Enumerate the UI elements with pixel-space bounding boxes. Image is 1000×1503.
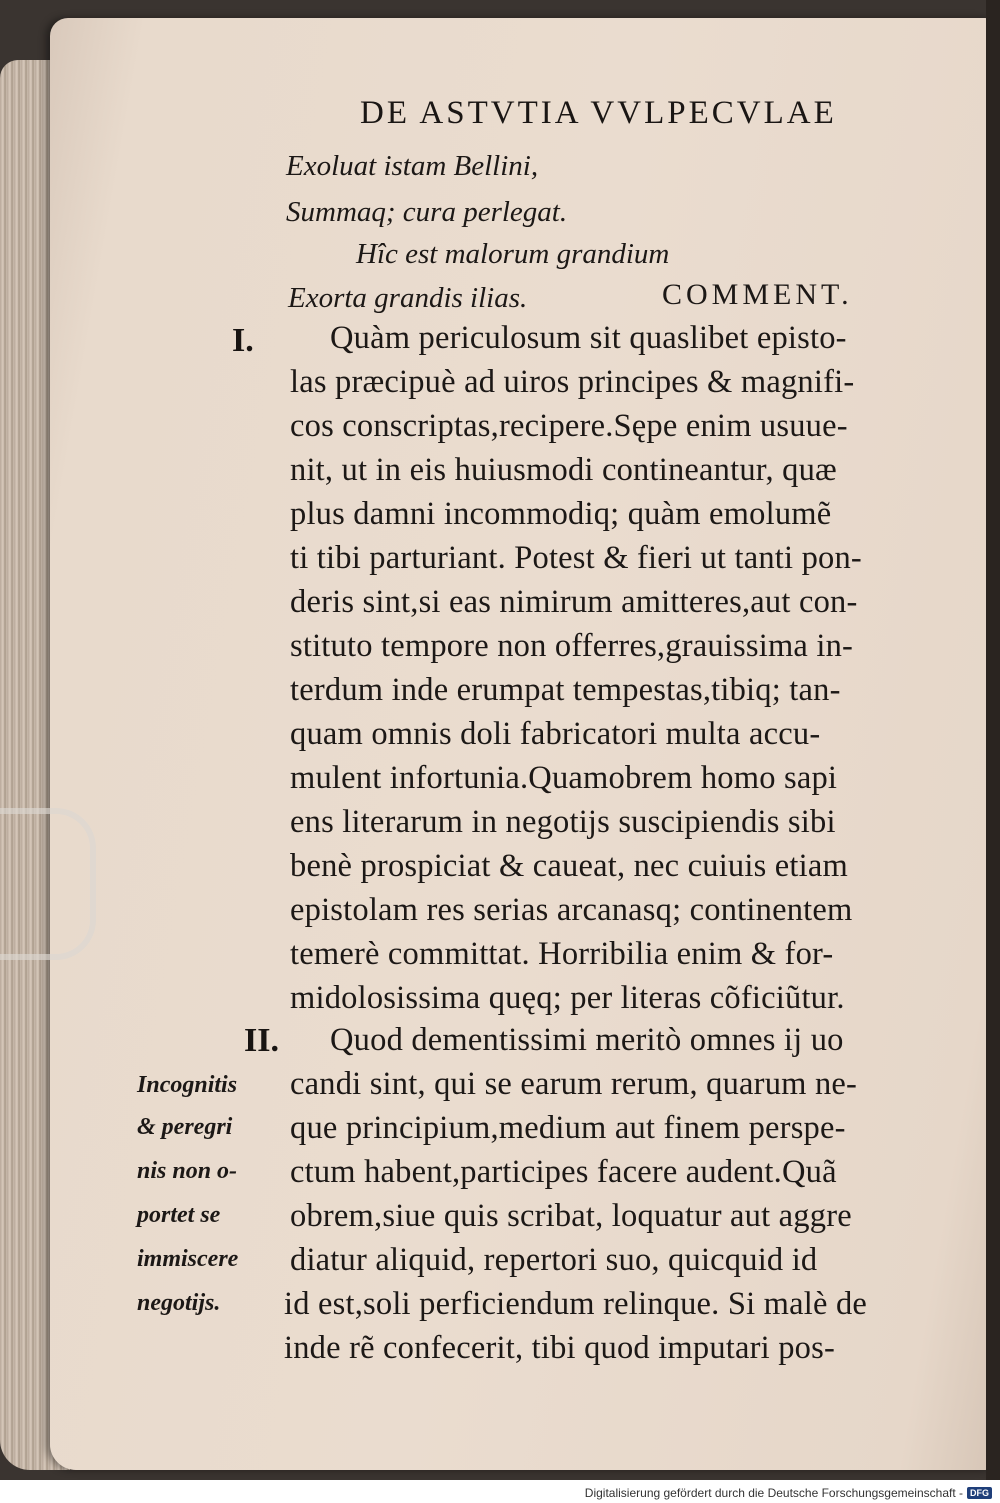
text-line: deris sint,si eas nimirum amitteres,aut con- <box>290 584 858 620</box>
text-line: diatur aliquid, repertori suo, quicquid id <box>290 1242 818 1278</box>
running-header: DE ASTVTIA VVLPECVLAE <box>360 95 837 131</box>
margin-note-line: nis non o- <box>137 1158 238 1184</box>
margin-note-line: Incognitis <box>137 1072 238 1098</box>
text-line: epistolam res serias arcanasq; continentem <box>290 892 853 928</box>
section-number-2: II. <box>244 1022 279 1059</box>
text-line: temerè committat. Horribilia enim & for- <box>290 936 834 972</box>
text-line: id est,soli perficiendum relinque. Si malè de <box>284 1286 868 1322</box>
text-line: candi sint, qui se earum rerum, quarum ne- <box>290 1066 858 1102</box>
text-line: inde rẽ confecerit, tibi quod imputari pos- <box>284 1330 836 1366</box>
margin-note-line: portet se <box>137 1202 221 1228</box>
verse-line: Exorta grandis ilias. <box>288 282 528 314</box>
margin-note-line: immiscere <box>137 1246 239 1272</box>
dfg-logo: DFG <box>967 1487 992 1499</box>
text-line: stituto tempore non offerres,grauissima in- <box>290 628 854 664</box>
verse-line: Exoluat istam Bellini, <box>286 150 539 182</box>
text-line: cos conscriptas,recipere.Sępe enim usuue- <box>290 408 848 444</box>
verse-line: Summaq; cura perlegat. <box>286 196 568 228</box>
text-line: midolosissima quęq; per literas cõficiũtur. <box>290 980 845 1016</box>
verse-line: Hîc est malorum grandium <box>356 238 670 270</box>
digitization-credit <box>585 1486 992 1500</box>
text-line: Quod dementissimi meritò omnes ij uo <box>330 1022 844 1058</box>
page-holder-clip <box>0 808 96 960</box>
margin-note-line: & peregri <box>137 1114 233 1140</box>
text-line: ctum habent,participes facere audent.Quã <box>290 1154 837 1190</box>
text-line: que principium,medium aut finem perspe- <box>290 1110 846 1146</box>
binding-shadow <box>986 0 1000 1480</box>
text-line: Quàm periculosum sit quaslibet episto- <box>330 320 847 356</box>
text-line: benè prospiciat & caueat, nec cuiuis etiam <box>290 848 848 884</box>
text-line: mulent infortunia.Quamobrem homo sapi <box>290 760 838 796</box>
section-number-1: I. <box>232 322 254 359</box>
text-line: ti tibi parturiant. Potest & fieri ut tanti pon- <box>290 540 862 576</box>
text-line: nit, ut in eis huiusmodi contineantur, quæ <box>290 452 837 488</box>
text-line: plus damni incommodiq; quàm emolumẽ <box>290 496 832 532</box>
text-line: obrem,siue quis scribat, loquatur aut aggre <box>290 1198 852 1234</box>
text-line: las præcipuè ad uiros principes & magnifi- <box>290 364 855 400</box>
text-line: terdum inde erumpat tempestas,tibiq; tan- <box>290 672 841 708</box>
credit-text: Digitalisierung gefördert durch die Deutsche Forschungsgemeinschaft - <box>584 1486 963 1500</box>
margin-note-line: negotijs. <box>137 1290 221 1316</box>
text-line: ens literarum in negotijs suscipiendis sibi <box>290 804 836 840</box>
text-line: quam omnis doli fabricatori multa accu- <box>290 716 821 752</box>
comment-heading: COMMENT. <box>662 278 853 311</box>
